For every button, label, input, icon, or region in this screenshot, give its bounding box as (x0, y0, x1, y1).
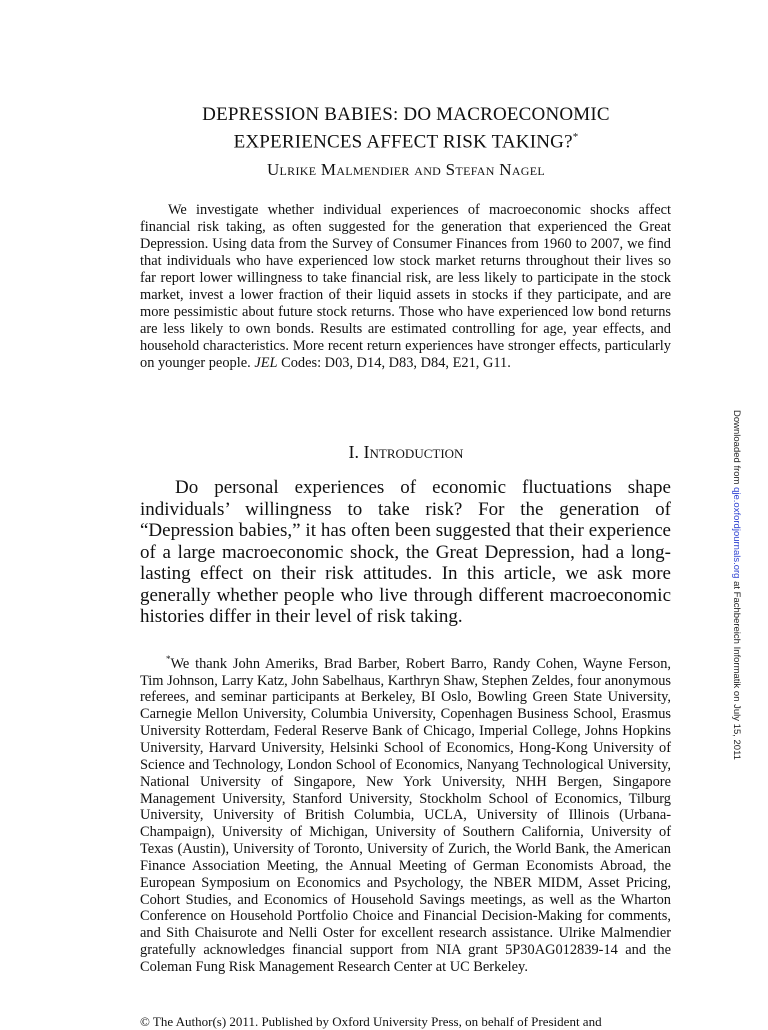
author-list: Ulrike Malmendier and Stefan Nagel (266, 160, 546, 179)
title-line-2-text: EXPERIENCES AFFECT RISK TAKING? (233, 131, 573, 153)
section-heading (140, 442, 672, 463)
jel-codes: Codes: D03, D14, D83, D84, E21, G11. (281, 355, 511, 371)
section-number: I. (348, 442, 360, 462)
footnote-text: We thank John Ameriks, Brad Barber, Robert Barro, Randy Cohen, Wayne Ferson, Tim Johnson, Larry Katz, John Sabelhaus, Karthryn Shaw, Stephen Zeldes, four anonymous referees, and seminar participants at Berkeley, BI Oslo, Bowling Green State University, Carnegie Mellon University, Columbia University, Copenhagen Business School, Erasmus University Rotterdam, Federal Reserve Bank of Chicago, Imperial College, Johns Hopkins University, Harvard University, Helsinki School of Economics, Hong-Kong University of Science and Technology, London School of Economics, Nanyang Technological University, National University of Singapore, New York University, NHH Bergen, Singapore Management University, Stanford University, Stockholm School of Economics, Tilburg University, University of British Columbia, UCLA, University of Illinois (Urbana-Champaign), University of Michigan, University of Southern California, University of Texas (Austin), University of Toronto, University of Zurich, the World Bank, the American Finance Association Meeting, the Annual Meeting of German Economists Abroad, the European Symposium on Economics and Psychology, the NBER MIDM, Asset Pricing, Cohort Studies, and Economics of Household Savings meetings, as well as the Wharton Conference on Household Portfolio Choice and Financial Decision-Making for comments, and Sith Chaisurote and Nelli Oster for excellent research assistance. Ulrike Malmendier gratefully acknowledges financial support from NIA grant 5P30AG012839-14 and the Coleman Fung Risk Management Research Center at UC Berkeley. (140, 655, 671, 975)
footnote (140, 651, 671, 976)
abstract-text: We investigate whether individual experiences of macroeconomic shocks affect financial risk taking, as often suggested for the generation that experienced the Great Depression. Using data from the Survey of Consumer Finances from 1960 to 2007, we find that individuals who have experienced low stock market returns throughout their lives so far report lower willingness to take financial risk, are less likely to participate in the stock market, invest a lower fraction of their liquid assets in stocks if they participate, and are more pessimistic about future stock returns. Those who have experienced low bond returns are less likely to own bonds. Results are estimated controlling for age, year effects, and household characteristics. More recent return experiences have stronger effects, particularly on younger people. (140, 202, 671, 371)
title-line-2 (140, 126, 672, 153)
download-watermark (731, 410, 742, 760)
title-line-1: DEPRESSION BABIES: DO MACROECONOMIC (202, 104, 610, 125)
jel-label: JEL (254, 355, 278, 371)
paper-title (140, 104, 672, 153)
abstract (140, 202, 671, 372)
journal-link[interactable]: qje.oxfordjournals.org (731, 487, 742, 579)
download-suffix: at Fachbereich Informatik on July 15, 2011 (731, 578, 742, 760)
section-title: Introduction (363, 442, 464, 462)
footnote-marker: * (166, 654, 171, 664)
copyright-line: © The Author(s) 2011. Published by Oxford University Press, on behalf of President and (140, 1014, 602, 1029)
intro-paragraph: Do personal experiences of economic fluctuations shape individuals’ willingness to take risk? For the generation of “Depression babies,” it has often been suggested that their experience of a large macroeconomic shock, the Great Depression, had a long-lasting effect on their risk attitudes. In this article, we ask more generally whether people who live through different macroeconomic histories differ in their level of risk taking. (140, 477, 671, 627)
download-prefix: Downloaded from (731, 410, 742, 488)
title-footnote-marker: * (572, 131, 579, 143)
